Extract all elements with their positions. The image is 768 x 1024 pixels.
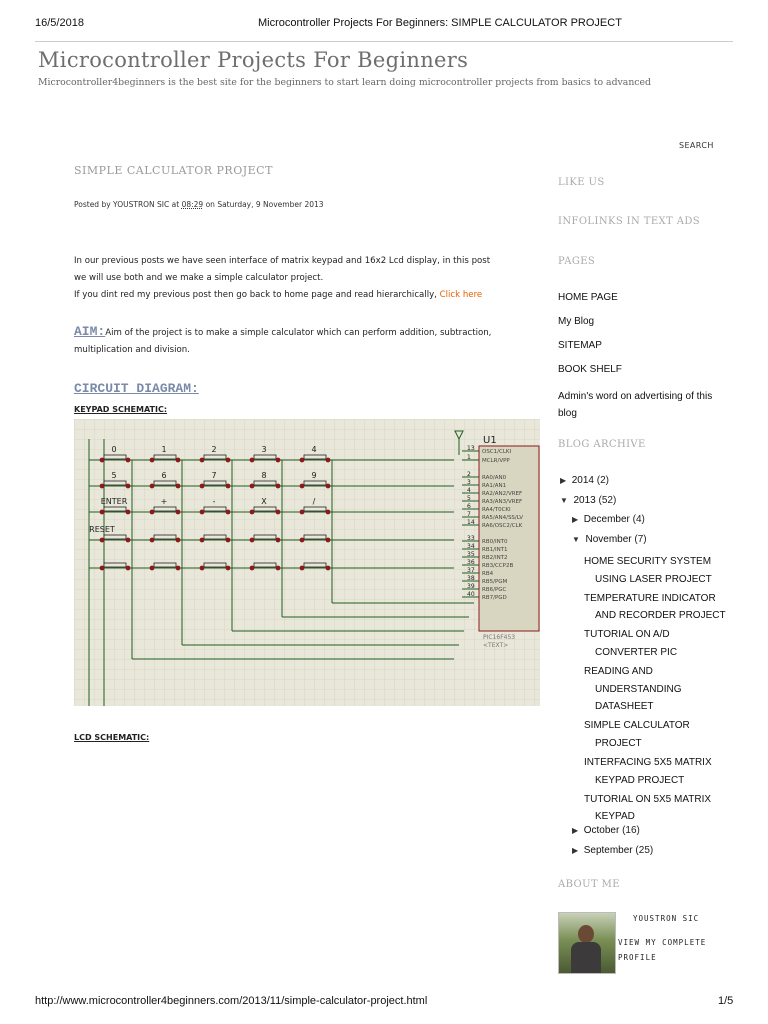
keypad-switch [154, 563, 176, 567]
switch-terminal [200, 458, 205, 463]
keypad-heading: KEYPAD SCHEMATIC: [74, 405, 168, 414]
keypad-switch [104, 481, 126, 485]
post-title[interactable]: SIMPLE CALCULATOR PROJECT [74, 164, 273, 177]
about-me-heading: ABOUT ME [558, 879, 620, 890]
post-line: CONVERTER PIC [595, 646, 678, 658]
post-line: READING AND [584, 666, 653, 678]
avatar[interactable] [558, 912, 616, 974]
keypad-key-label: 1 [161, 445, 167, 454]
switch-terminal [100, 538, 105, 543]
chip-pin-name: OSC1/CLKI [482, 449, 512, 455]
blog-description: Microcontroller4beginners is the best site for the beginners to start learn doing microcontroller projects from basics to advanced [38, 77, 651, 88]
post-meta-suffix: on Saturday, 9 November 2013 [205, 200, 324, 209]
chip-pin-number: 5 [467, 495, 471, 502]
keypad-switch [204, 455, 226, 459]
aim-text-1: Aim of the project is to make a simple calculator which can perform addition, subtraction, [105, 328, 492, 338]
click-here-link[interactable]: Click here [439, 290, 483, 300]
switch-terminal [276, 538, 281, 543]
chip-pin-number: 7 [467, 511, 471, 518]
switch-terminal [150, 458, 155, 463]
archive-october-label[interactable]: October [583, 825, 620, 836]
keypad-switch [204, 481, 226, 485]
triangle-down-icon[interactable]: ▼ [560, 496, 568, 505]
archive-december[interactable] [572, 514, 645, 525]
switch-terminal [126, 566, 131, 571]
infolinks-heading: INFOLINKS IN TEXT ADS [558, 216, 700, 227]
keypad-key-label: 6 [161, 471, 167, 480]
switch-terminal [326, 538, 331, 543]
switch-terminal [126, 484, 131, 489]
switch-terminal [300, 484, 305, 489]
chip-pin-number: 2 [467, 471, 471, 478]
circuit-heading: CIRCUIT DIAGRAM: [74, 381, 199, 396]
archive-2014-count: (2) [596, 475, 609, 486]
view-profile-line-1: VIEW MY COMPLETE [618, 938, 707, 947]
post-line: UNDERSTANDING [595, 683, 682, 695]
keypad-key-label: 3 [261, 445, 267, 454]
chip-pin-number: 34 [467, 543, 475, 550]
author-name[interactable]: YOUSTRON SIC [633, 914, 700, 923]
chip-pin-number: 4 [467, 487, 471, 494]
post-intro [74, 253, 534, 304]
switch-terminal [176, 484, 181, 489]
chip-pin-name: RB6/PGC [482, 587, 507, 593]
keypad-switch [254, 455, 276, 459]
keypad-switch [304, 507, 326, 511]
keypad-schematic-image [74, 419, 540, 706]
switch-terminal [326, 566, 331, 571]
archive-september[interactable] [572, 845, 653, 856]
chip-pin-name: RA0/AN0 [482, 475, 507, 481]
switch-terminal [226, 458, 231, 463]
admin-word-line-2: blog [558, 408, 577, 419]
chip-pin-number: 6 [467, 503, 471, 510]
chip-pin-number: 33 [467, 535, 475, 542]
search-link[interactable]: SEARCH [679, 141, 714, 150]
view-profile-link[interactable] [618, 935, 706, 965]
post-line: USING LASER PROJECT [595, 573, 712, 585]
keypad-switch [254, 481, 276, 485]
keypad-switch [154, 507, 176, 511]
keypad-switch [254, 507, 276, 511]
print-date: 16/5/2018 [35, 17, 84, 29]
archive-2014-label[interactable]: 2014 [571, 475, 594, 486]
intro-line-3 [74, 287, 534, 304]
chip-designator: U1 [483, 435, 497, 446]
archive-post-interfacing-keypad[interactable] [584, 754, 726, 789]
post-line: TUTORIAL ON A/D [584, 629, 670, 641]
post-line: TUTORIAL ON 5X5 MATRIX [584, 793, 712, 805]
post-line: HOME SECURITY SYSTEM [584, 556, 712, 567]
archive-2014[interactable] [560, 475, 609, 486]
keypad-key-label: - [212, 497, 216, 506]
chip-pin-name: RA2/AN2/VREF [482, 491, 523, 497]
post-line: AND RECORDER PROJECT [595, 610, 726, 622]
switch-terminal [250, 458, 255, 463]
pages-heading: PAGES [558, 256, 596, 267]
chip-pin-number: 13 [467, 445, 475, 452]
keypad-switch [154, 535, 176, 539]
archive-october[interactable] [572, 825, 640, 836]
post-line: DATASHEET [595, 701, 654, 713]
page-link-my-blog[interactable]: My Blog [558, 316, 595, 327]
chip-pin-name: RA1/AN1 [482, 483, 507, 489]
archive-post-tutorial-keypad[interactable] [584, 791, 726, 826]
post-time-link[interactable]: 08:29 [181, 200, 204, 209]
chip-pin-name: RA6/OSC2/CLK [482, 523, 523, 529]
switch-terminal [126, 510, 131, 515]
archive-post-home-security[interactable] [584, 553, 726, 588]
print-url: http://www.microcontroller4beginners.com/2013/11/simple-calculator-project.html [35, 995, 428, 1007]
switch-terminal [200, 484, 205, 489]
page-link-book-shelf[interactable]: BOOK SHELF [558, 364, 622, 375]
aim-section [74, 323, 534, 359]
keypad-switch [104, 507, 126, 511]
keypad-switch [104, 455, 126, 459]
post-meta [74, 200, 324, 209]
chip-pin-number: 36 [467, 559, 475, 566]
keypad-key-label: 5 [111, 471, 117, 480]
switch-terminal [100, 484, 105, 489]
switch-terminal [300, 566, 305, 571]
switch-terminal [100, 566, 105, 571]
post-line: INTERFACING 5X5 MATRIX [584, 757, 712, 769]
chip-pin-name: RB5/PGM [482, 579, 508, 585]
switch-terminal [176, 566, 181, 571]
page-link-sitemap[interactable]: SITEMAP [558, 340, 602, 351]
archive-heading: BLOG ARCHIVE [558, 439, 646, 450]
switch-terminal [250, 484, 255, 489]
keypad-switch [304, 455, 326, 459]
archive-december-label[interactable]: December [583, 514, 630, 525]
chip-pin-name: MCLR/VPP [482, 458, 510, 464]
aim-line-1 [74, 323, 534, 342]
archive-post-datasheet[interactable] [584, 663, 726, 716]
switch-terminal [326, 458, 331, 463]
aim-text-2: multiplication and division. [74, 345, 190, 355]
chip-pin-name: RA5/AN4/SS/LV [482, 515, 524, 521]
keypad-key-label: ENTER [100, 497, 128, 506]
intro-line-3-text: If you dint red my previous post then go back to home page and read hierarchically, [74, 290, 437, 300]
switch-terminal [150, 566, 155, 571]
keypad-switch [204, 563, 226, 567]
chip-pin-number: 39 [467, 583, 475, 590]
keypad-key-label: 9 [311, 471, 317, 480]
chip-pin-number: 1 [467, 454, 471, 461]
chip-pin-number: 3 [467, 479, 471, 486]
switch-terminal [200, 510, 205, 515]
avatar-body [571, 942, 601, 973]
keypad-switch [254, 535, 276, 539]
triangle-right-icon[interactable]: ▶ [572, 826, 579, 835]
chip-pin-name: RB7/PGD [482, 595, 507, 601]
intro-line-1: In our previous posts we have seen interface of matrix keypad and 16x2 Lcd display, in this post [74, 256, 491, 266]
switch-terminal [326, 510, 331, 515]
keypad-reset-label: RESET [89, 525, 115, 534]
blog-title[interactable]: Microcontroller Projects For Beginners [38, 48, 469, 72]
switch-terminal [250, 538, 255, 543]
archive-october-count: (16) [622, 825, 640, 836]
chip-pin-name: RB3/CCP2B [482, 563, 514, 569]
triangle-right-icon[interactable]: ▶ [560, 476, 567, 485]
switch-terminal [326, 484, 331, 489]
keypad-switch [304, 481, 326, 485]
header-rule [35, 41, 733, 42]
november-posts [584, 553, 726, 826]
switch-terminal [276, 566, 281, 571]
chip-text-placeholder: <TEXT> [483, 642, 509, 649]
keypad-switch [154, 455, 176, 459]
keypad-switch [154, 481, 176, 485]
keypad-key-label: 7 [211, 471, 217, 480]
switch-terminal [126, 538, 131, 543]
switch-terminal [250, 566, 255, 571]
archive-post-ad-converter[interactable] [584, 626, 726, 661]
post-line: TEMPERATURE INDICATOR [584, 592, 716, 604]
switch-terminal [300, 510, 305, 515]
archive-november[interactable] [572, 534, 647, 545]
archive-2013[interactable] [560, 495, 616, 506]
keypad-switch [254, 563, 276, 567]
switch-terminal [226, 538, 231, 543]
chip-pin-number: 35 [467, 551, 475, 558]
switch-terminal [176, 458, 181, 463]
archive-post-calculator[interactable] [584, 717, 726, 752]
switch-terminal [100, 510, 105, 515]
lcd-heading: LCD SCHEMATIC: [74, 733, 150, 742]
chip-pin-number: 38 [467, 575, 475, 582]
post-line: PROJECT [595, 737, 642, 749]
post-line: SIMPLE CALCULATOR [584, 720, 690, 732]
view-profile-line-2: PROFILE [618, 953, 657, 962]
archive-november-label[interactable]: November [585, 534, 632, 545]
chip-pin-name: RA3/AN3/VREF [482, 499, 523, 505]
switch-terminal [226, 510, 231, 515]
chip-pin-number: 40 [467, 591, 475, 598]
archive-september-label[interactable]: September [583, 845, 633, 856]
chip-pin-name: RB1/INT1 [482, 547, 508, 553]
keypad-switch [204, 507, 226, 511]
switch-terminal [100, 458, 105, 463]
switch-terminal [176, 538, 181, 543]
keypad-key-label: 2 [211, 445, 217, 454]
chip-part-number: PIC16F453 [483, 634, 516, 641]
post-meta-prefix: Posted by YOUSTRON SIC at [74, 200, 180, 209]
print-page-number: 1/5 [718, 995, 734, 1007]
switch-terminal [200, 538, 205, 543]
archive-2013-label[interactable]: 2013 [573, 495, 596, 506]
switch-terminal [276, 484, 281, 489]
chip-pin-name: RB4 [482, 571, 494, 577]
page-link-admin-word[interactable] [558, 388, 712, 422]
switch-terminal [176, 510, 181, 515]
intro-line-2: we will use both and we make a simple calculator project. [74, 273, 324, 283]
switch-terminal [300, 538, 305, 543]
switch-terminal [276, 510, 281, 515]
switch-terminal [126, 458, 131, 463]
chip-pin-name: RB2/INT2 [482, 555, 508, 561]
switch-terminal [250, 510, 255, 515]
admin-word-line-1: Admin's word on advertising of this [558, 391, 713, 402]
post-line: KEYPAD PROJECT [595, 774, 685, 786]
keypad-switch [204, 535, 226, 539]
chip-pin-number: 37 [467, 567, 475, 574]
keypad-key-label: X [261, 497, 267, 506]
switch-terminal [276, 458, 281, 463]
triangle-right-icon[interactable]: ▶ [572, 515, 579, 524]
archive-november-count: (7) [634, 534, 647, 545]
aim-label: AIM: [74, 324, 106, 339]
page-link-home[interactable]: HOME PAGE [558, 292, 618, 303]
archive-2013-count: (52) [598, 495, 617, 506]
chip-pin-number: 14 [467, 519, 475, 526]
post-line: KEYPAD [595, 811, 635, 823]
keypad-switch [304, 563, 326, 567]
keypad-switch [304, 535, 326, 539]
keypad-key-label: 8 [261, 471, 267, 480]
keypad-key-label: + [160, 497, 168, 506]
triangle-down-icon[interactable]: ▼ [572, 535, 580, 544]
archive-december-count: (4) [632, 514, 645, 525]
switch-terminal [226, 484, 231, 489]
switch-terminal [300, 458, 305, 463]
switch-terminal [150, 484, 155, 489]
print-title: Microcontroller Projects For Beginners: SIMPLE CALCULATOR PROJECT [258, 17, 622, 29]
keypad-key-label: 4 [311, 445, 317, 454]
chip-pin-name: RA4/T0CKI [482, 507, 511, 513]
switch-terminal [226, 566, 231, 571]
avatar-head [578, 925, 594, 943]
triangle-right-icon[interactable]: ▶ [572, 846, 579, 855]
switch-terminal [200, 566, 205, 571]
switch-terminal [150, 510, 155, 515]
keypad-key-label: / [312, 497, 316, 506]
like-us-heading: LIKE US [558, 177, 605, 188]
archive-september-count: (25) [635, 845, 654, 856]
keypad-switch [104, 535, 126, 539]
keypad-key-label: 0 [111, 445, 117, 454]
chip-pin-name: RB0/INT0 [482, 539, 508, 545]
keypad-switch [104, 563, 126, 567]
archive-post-temperature[interactable] [584, 590, 726, 625]
switch-terminal [150, 538, 155, 543]
